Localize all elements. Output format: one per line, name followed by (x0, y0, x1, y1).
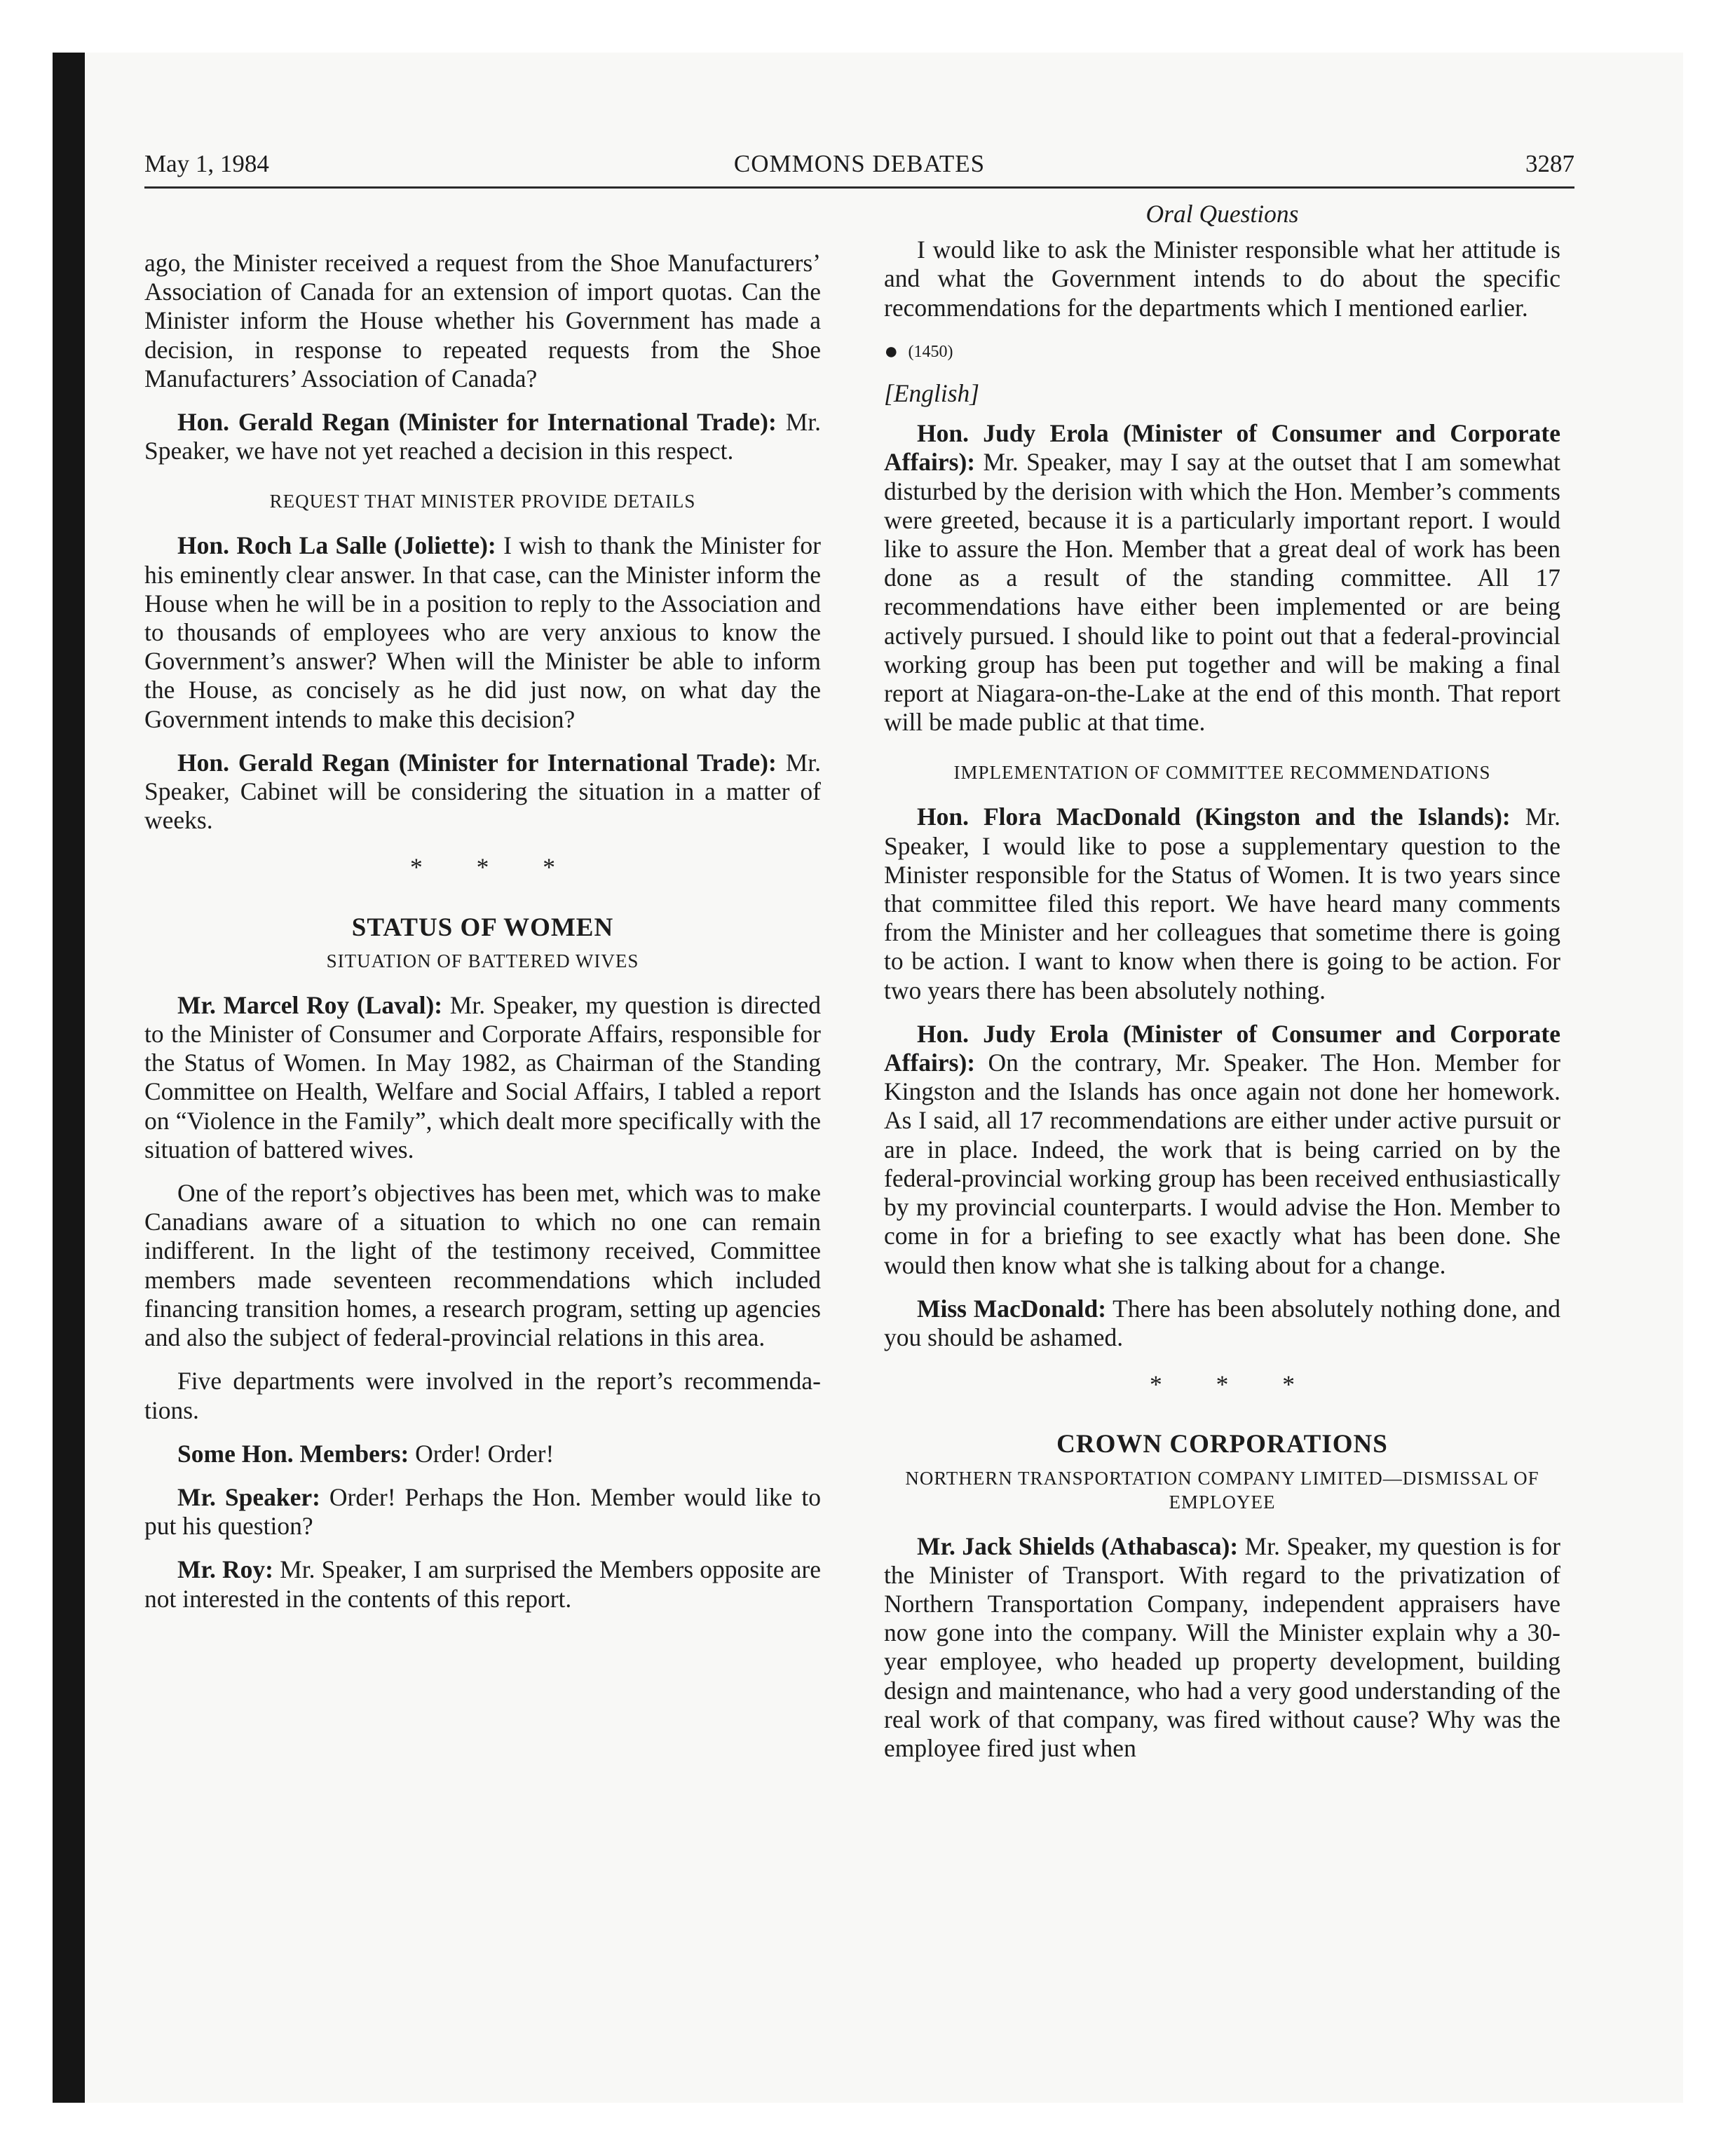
paragraph (144, 531, 821, 733)
speech-text: Mr. Speaker, we have not yet reached a decision in this respect. (144, 408, 821, 465)
speaker-name: Mr. Roy: (177, 1555, 274, 1584)
speech-text: Order! Order! (409, 1439, 554, 1468)
speaker-name: Mr. Jack Shields (Athabasca): (917, 1531, 1239, 1560)
language-marker: [English] (884, 379, 980, 408)
speaker-name: Mr. Marcel Roy (Laval): (177, 990, 443, 1019)
header-page-number: 3287 (1525, 150, 1574, 177)
paragraph (884, 1532, 1560, 1763)
paragraph: One of the report’s objectives has been met, which was to make Canadians aware of a situation to which no one can remain indifferent. In the light of the testimony received, Committee members made seventeen recommendations which included financing transition homes, a research program, setting up agencies and also the subject of federal-provincial relations in this area. (144, 1179, 821, 1352)
paragraph (144, 1555, 821, 1613)
paragraph (144, 749, 821, 835)
subheading: NORTHERN TRANSPORTATION COMPANY LIMITED—DISMISSAL OF EMPLOYEE (905, 1467, 1539, 1513)
speech-text: Mr. Speaker, may I say at the outset that I am somewhat disturbed by the derision with which the Hon. Member’s comments were greeted, because it is a particularly important report. I would like to assure the Hon. Member that a great deal of work has been done as a result of the standing committee. All 17 recommendations have either been implemented or are being actively pursued. I should like to point out that a federal-provincial working group has been put together and will be making a final report at Niagara-on-the-Lake at the end of this month. That report will be made public at that time. (884, 448, 1560, 737)
paragraph (884, 1020, 1560, 1280)
paragraph (144, 408, 821, 465)
speaker-name: Hon. Roch La Salle (Joliette): (177, 531, 496, 560)
scan-edge-shadow (53, 53, 85, 2103)
paragraph (144, 991, 821, 1164)
speech-text: Mr. Speaker, my question is directed to the Minister of Consumer and Corporate Affairs, responsible for the Status of Women. In May 1982, as Chairman of the Standing Committee on Health, Welfare and Social Affairs, I tabled a report on “Violence in the Family”, which dealt more specifically with the situation of battered wives. (144, 990, 822, 1164)
speech-text: Mr. Speaker, my question is for the Minister of Transport. With regard to the privatization of Northern Transportation Company, independent appraisers have now gone into the company. Will the Minister explain why a 30-year employee, who headed up property development, building design and maintenance, who had a very good understanding of the real work of that company, was fired without cause? Why was the employee fired just when (884, 1531, 1561, 1762)
speech-text: There has been absolutely nothing done, and you should be ashamed. (884, 1294, 1560, 1351)
header-title: COMMONS DEBATES (733, 150, 986, 177)
paragraph (884, 419, 1560, 737)
paragraph: Five departments were involved in the report’s recommendations. (144, 1367, 821, 1424)
section-title: STATUS OF WOMEN (351, 913, 614, 942)
paragraph (144, 1440, 821, 1468)
subheading: REQUEST THAT MINISTER PROVIDE DETAILS (269, 491, 696, 512)
left-column (144, 200, 821, 1628)
section-title: CROWN CORPORATIONS (1056, 1430, 1388, 1459)
paragraph: I would like to ask the Minister responsible what her attitude is and what the Government intends to do about the specific recommendations for the departments which I mentioned earlier. (884, 236, 1560, 322)
speaker-name: Miss MacDonald: (917, 1294, 1107, 1323)
timecode (884, 337, 1560, 367)
paragraph: ago, the Minister received a request from the Shoe Manufacturers’ Association of Canada for an extension of import quotas. Can the Minister inform the House whether his Government has made a decision, in response to repeated requests from the Shoe Manufacturers’ Association of Canada? (144, 249, 821, 393)
paragraph (884, 1295, 1560, 1352)
section-separator: * * * (410, 853, 579, 882)
subheading: SITUATION OF BATTERED WIVES (326, 950, 639, 971)
speech-text: Mr. Speaker, Cabinet will be considering the situation in a matter of weeks. (144, 748, 821, 835)
speaker-name: Hon. Gerald Regan (Minister for International Trade): (177, 748, 777, 777)
speaker-name: Hon. Gerald Regan (Minister for International Trade): (177, 408, 777, 437)
speech-text: On the contrary, Mr. Speaker. The Hon. Member for Kingston and the Islands has once again not done her homework. As I said, all 17 recommendations are either under active pursuit or are in place. Indeed, the work that is being carried on by the federal-provincial working group has been received enthusiastically by my provincial counterparts. I would advise the Hon. Member to come in for a briefing to see exactly what has been done. She would then know what she is talking about for a change. (884, 1049, 1560, 1279)
speech-text: Mr. Speaker, I would like to pose a supplementary question to the Minister responsible for the Status of Women. It is two years since that committee filed this report. We have heard many comments from the Minister and her colleagues that sometime there is going to be action. I want to know when there is going to be action. For two years there has been absolutely nothing. (884, 803, 1560, 1004)
bullet-icon: ● (884, 338, 899, 364)
speech-text: I wish to thank the Minister for his eminently clear answer. In that case, can the Minister inform the House when he will be in a position to reply to the Association and to thousands of employees who are very anxious to know the Government’s answer? When will the Minister be able to inform the House, as concisely as he did just now, on what day the Government intends to make this decision? (144, 531, 822, 733)
paragraph (884, 803, 1560, 1004)
section-label: Oral Questions (1145, 200, 1299, 228)
subheading: IMPLEMENTATION OF COMMITTEE RECOMMENDATIONS (953, 762, 1491, 784)
speaker-name: Some Hon. Members: (177, 1439, 409, 1468)
speaker-name: Hon. Flora MacDonald (Kingston and the Islands): (917, 803, 1511, 831)
paragraph (144, 1483, 821, 1541)
speech-text: Order! Perhaps the Hon. Member would like to put his question? (144, 1482, 821, 1541)
timecode-text: (1450) (908, 342, 953, 361)
speaker-name: Hon. Judy Erola (Minister of Consumer and Corporate Affairs): (884, 419, 1560, 477)
header-date: May 1, 1984 (144, 150, 269, 177)
running-header (144, 147, 1574, 189)
section-separator: * * * (1150, 1370, 1319, 1399)
speaker-name: Mr. Speaker: (177, 1482, 320, 1511)
speaker-name: Hon. Judy Erola (Minister of Consumer and Corporate Affairs): (884, 1019, 1560, 1077)
speech-text: Mr. Speaker, I am surprised the Members opposite are not interested in the contents of this report. (144, 1555, 821, 1613)
document-page (85, 53, 1683, 2103)
right-column (884, 200, 1560, 1778)
